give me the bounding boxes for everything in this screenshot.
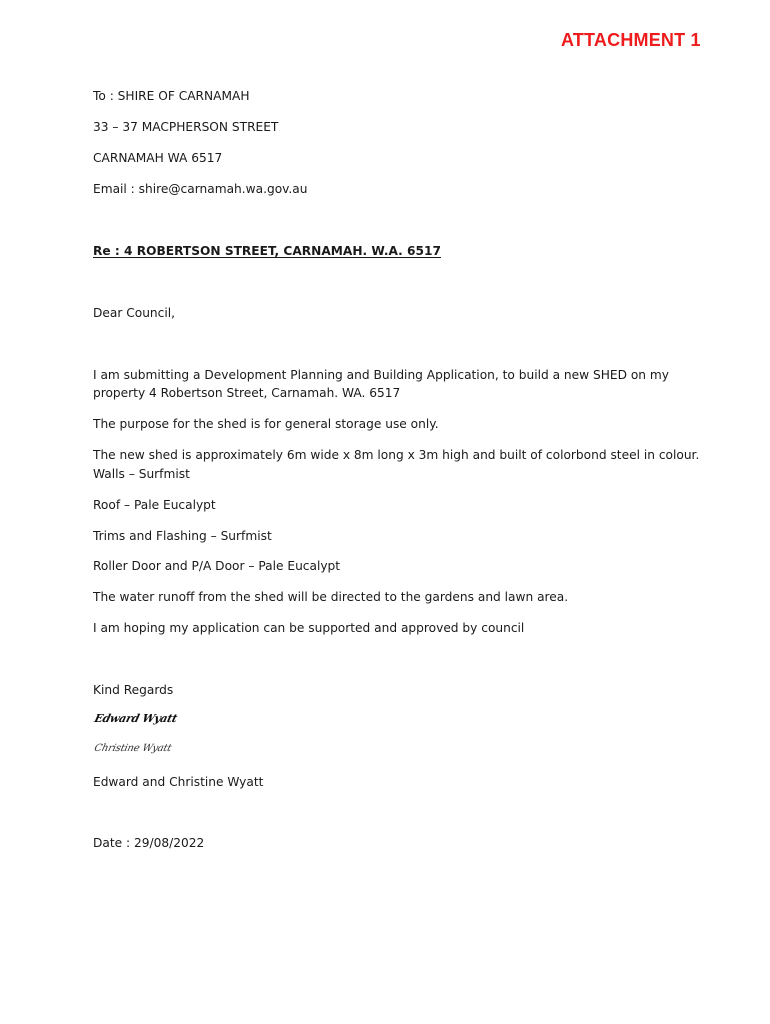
address-street: 33 – 37 MACPHERSON STREET xyxy=(93,120,279,134)
closing-names: Edward and Christine Wyatt xyxy=(93,775,264,789)
body-trims: Trims and Flashing – Surfmist xyxy=(93,529,272,543)
body-size-line-1: The new shed is approximately 6m wide x 8m long x 3m high and built of colorbond steel in colour. xyxy=(93,448,700,462)
attachment-label: ATTACHMENT 1 xyxy=(561,30,701,50)
signature-christine: Christine Wyatt xyxy=(93,743,173,754)
body-size-line-2: Walls – Surfmist xyxy=(93,467,190,481)
body-runoff: The water runoff from the shed will be directed to the gardens and lawn area. xyxy=(93,590,569,604)
body-paragraph-1-line-1: I am submitting a Development Planning and Building Application, to build a new SHED on my xyxy=(93,368,669,382)
address-town: CARNAMAH WA 6517 xyxy=(93,151,223,165)
subject-line: Re : 4 ROBERTSON STREET, CARNAMAH. W.A. 6517 xyxy=(93,244,441,258)
body-roof: Roof – Pale Eucalypt xyxy=(93,498,216,512)
body-paragraph-1-line-2: property 4 Robertson Street, Carnamah. WA. 6517 xyxy=(93,386,401,400)
letter-date: Date : 29/08/2022 xyxy=(93,836,205,850)
body-doors: Roller Door and P/A Door – Pale Eucalypt xyxy=(93,559,341,573)
signature-edward: Edward Wyatt xyxy=(93,712,179,725)
closing-regards: Kind Regards xyxy=(93,683,174,697)
address-email: Email : shire@carnamah.wa.gov.au xyxy=(93,182,308,196)
body-purpose: The purpose for the shed is for general storage use only. xyxy=(93,417,439,431)
salutation: Dear Council, xyxy=(93,306,175,320)
body-hope: I am hoping my application can be supported and approved by council xyxy=(93,621,525,635)
address-to: To : SHIRE OF CARNAMAH xyxy=(93,89,250,103)
